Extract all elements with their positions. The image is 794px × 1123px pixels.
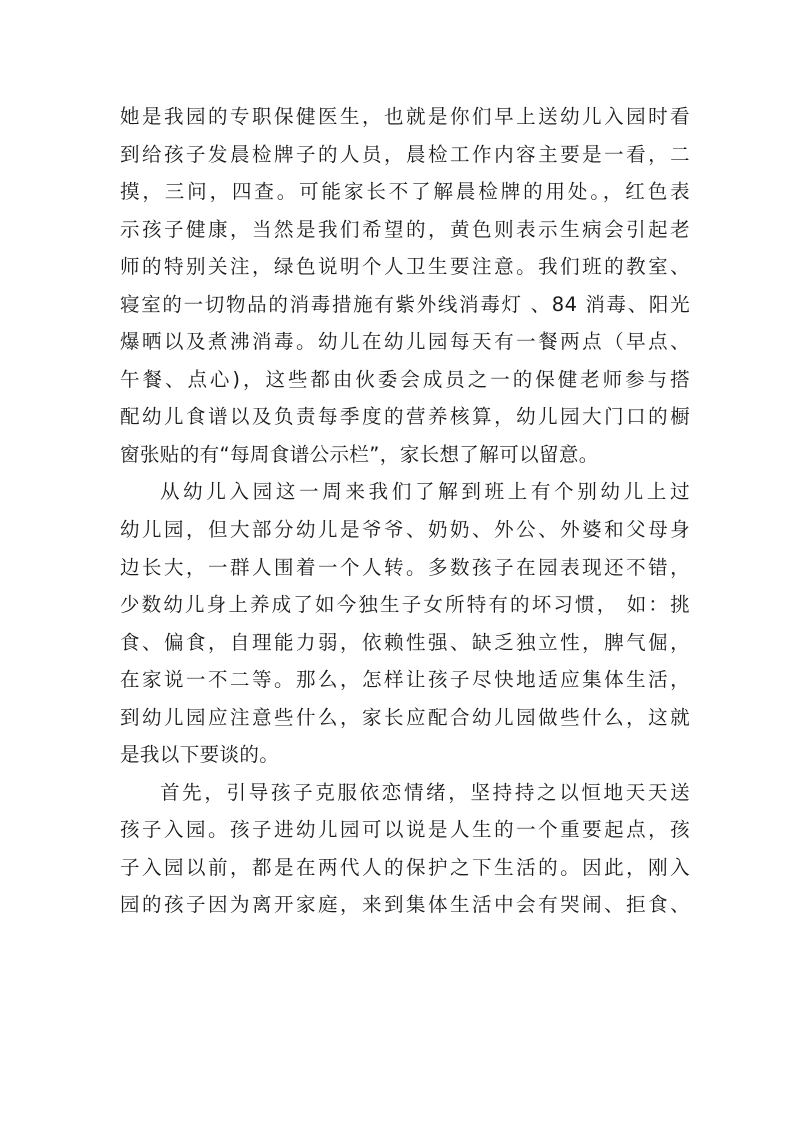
text-line: 到幼儿园应注意些什么，家长应配合幼儿园做些什么，这就 [120,705,690,729]
text-line: 在家说一不二等。那么，怎样让孩子尽快地适应集体生活， [120,668,690,692]
paragraph-first-line: 从幼儿入园这一周来我们了解到班上有个别幼儿上过 [160,480,690,504]
text-line: 是我以下要谈的。 [120,743,280,767]
paragraph-first-line: 首先，引导孩子克服依恋情绪，坚持持之以恒地天天送 [160,780,690,804]
text-line: 边长大，一群人围着一个人转。多数孩子在园表现还不错， [120,555,690,579]
text-line: 窗张贴的有“每周食谱公示栏”，家长想了解可以留意。 [120,442,599,466]
text-line: 爆晒以及煮沸消毒。幼儿在幼儿园每天有一餐两点（早点、 [120,330,690,354]
text-line: 配幼儿食谱以及负责每季度的营养核算，幼儿园大门口的橱 [120,405,690,429]
text-line: 园的孩子因为离开家庭，来到集体生活中会有哭闹、拒食、 [120,893,690,917]
text-line: 寝室的一切物品的消毒措施有紫外线消毒灯 、84 消毒、阳光 [120,292,690,316]
text-line: 摸，三问，四查。可能家长不了解晨检牌的用处。，红色表 [120,180,690,204]
text-line: 子入园以前，都是在两代人的保护之下生活的。因此，刚入 [120,855,690,879]
body-text [120,98,690,924]
text-line: 师的特别关注，绿色说明个人卫生要注意。我们班的教室、 [120,255,690,279]
text-line: 到给孩子发晨检牌子的人员，晨检工作内容主要是一看，二 [120,142,690,166]
text-line: 食、偏食，自理能力弱，依赖性强、缺乏独立性，脾气倔， [120,630,690,654]
text-line: 她是我园的专职保健医生，也就是你们早上送幼儿入园时看 [120,105,690,128]
text-line: 示孩子健康，当然是我们希望的，黄色则表示生病会引起老 [120,217,690,241]
text-line: 午餐、点心)，这些都由伙委会成员之一的保健老师参与搭 [120,367,690,391]
text-line: 幼儿园，但大部分幼儿是爷爷、奶奶、外公、外婆和父母身 [120,518,690,542]
text-line: 孩子入园。孩子进幼儿园可以说是人生的一个重要起点，孩 [120,818,690,842]
text-line: 少数幼儿身上养成了如今独生子女所特有的坏习惯， 如：挑 [120,593,690,617]
